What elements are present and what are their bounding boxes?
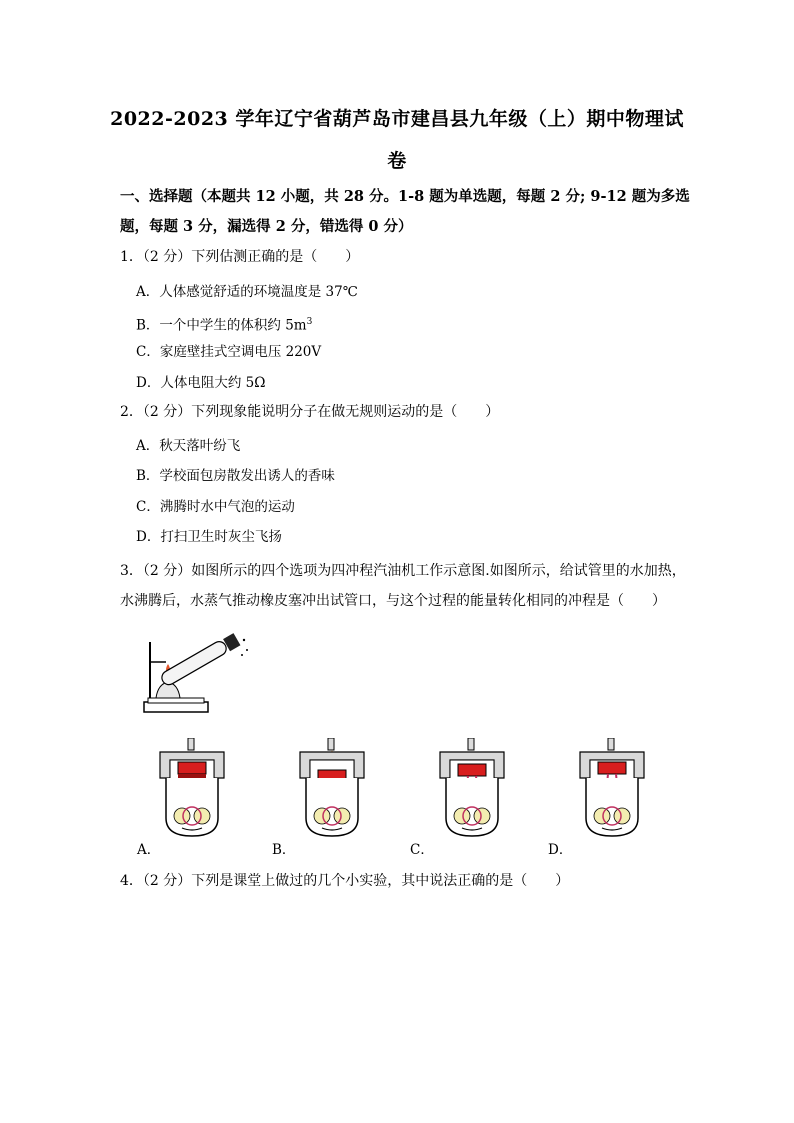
question-2-stem: 2．（2 分）下列现象能说明分子在做无规则运动的是（ ） [120,404,500,420]
question-2-option-d: D．打扫卫生时灰尘飞扬 [136,529,282,545]
question-1-option-b-text: B．一个中学生的体积约 5m [136,317,307,334]
engine-label-c: C． [410,842,434,858]
question-2-option-c: C．沸腾时水中气泡的运动 [136,499,295,515]
engine-label-d: D． [548,842,573,858]
question-1-option-b [136,312,312,336]
question-4-stem: 4．（2 分）下列是课堂上做过的几个小实验，其中说法正确的是（ ） [120,873,570,889]
engine-diagram-c [432,738,512,838]
question-1-option-b-superscript: 3 [306,317,313,327]
page-title: 2022-2023 学年辽宁省葫芦岛市建昌县九年级（上）期中物理试 [110,108,684,130]
test-tube-apparatus-figure [138,622,258,718]
engine-label-a: A． [137,842,161,858]
question-1-stem: 1．（2 分）下列估测正确的是（ ） [120,249,360,265]
question-1-option-c: C．家庭壁挂式空调电压 220V [136,344,322,360]
question-2-option-a: A．秋天落叶纷飞 [136,438,241,454]
engine-diagram-b [292,738,372,838]
question-2-option-b: B．学校面包房散发出诱人的香味 [136,468,335,484]
engine-diagram-d [572,738,652,838]
section-heading: 一、选择题（本题共 12 小题，共 28 分。1-8 题为单选题，每题 2 分; 9-12 题为多选题，每题 3 分，漏选得 2 分，错选得 0 分） [120,188,690,235]
question-3-stem: 3．（2 分）如图所示的四个选项为四冲程汽油机工作示意图.如图所示，给试管里的水加热，水沸腾后，水蒸气推动橡皮塞冲出试管口，与这个过程的能量转化相同的冲程是（ ） [120,563,686,609]
engine-diagram-a [152,738,232,838]
engine-label-b: B． [272,842,296,858]
question-1-option-d: D．人体电阻大约 5Ω [136,375,266,391]
question-1-option-a: A．人体感觉舒适的环境温度是 37℃ [136,284,358,300]
page-title-continued: 卷 [387,150,407,172]
